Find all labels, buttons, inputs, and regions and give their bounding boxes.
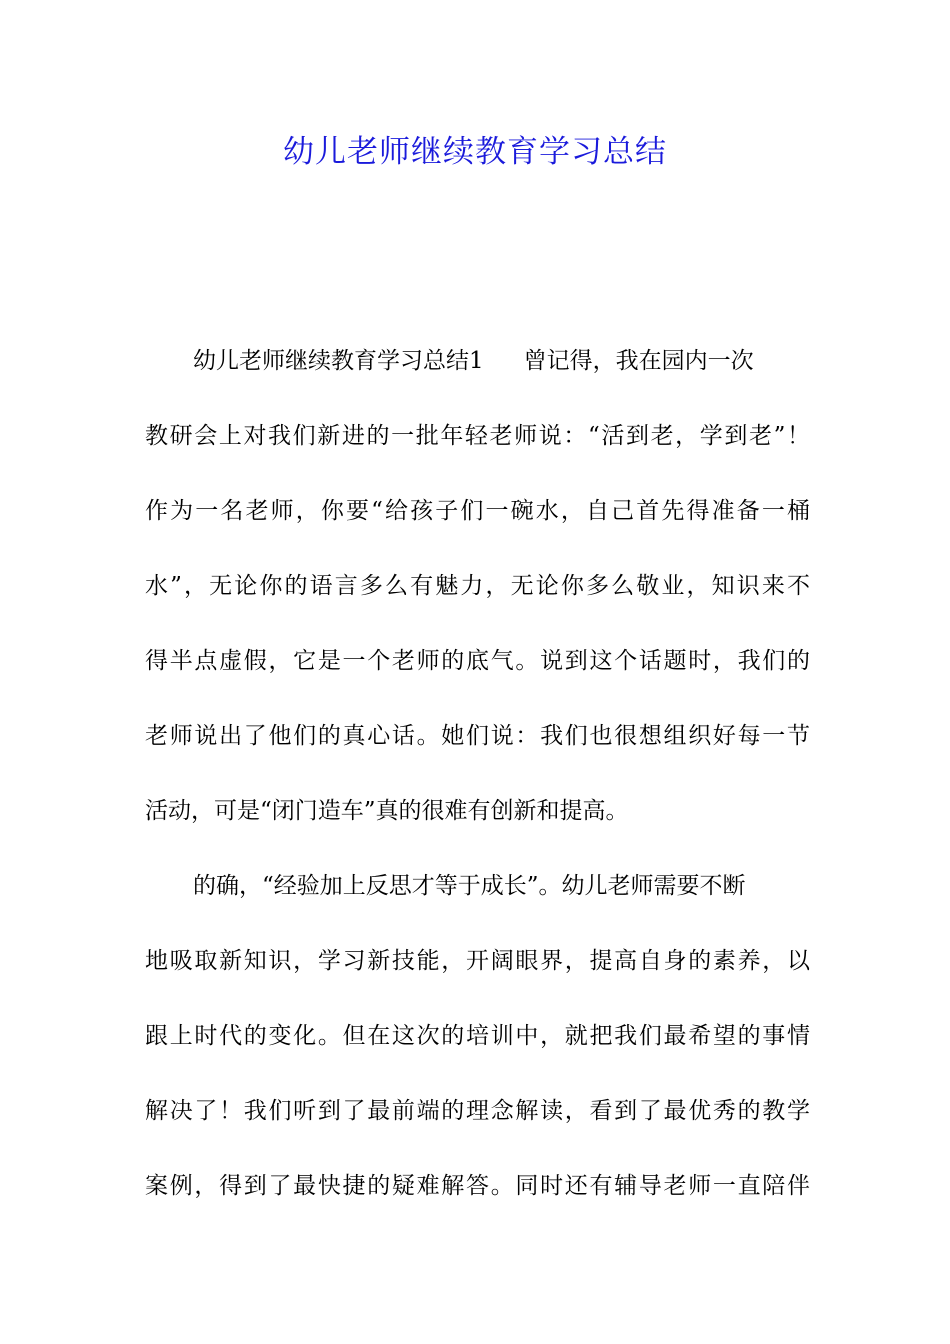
paragraph-2-line-4: 解决了！我们听到了最前端的理念解读，看到了最优秀的教学 xyxy=(145,1098,810,1124)
paragraph-text: 曾记得，我在园内一次 xyxy=(523,348,754,374)
document-body xyxy=(145,336,810,1236)
paragraph-1-line-7: 活动，可是“闭门造车”真的很难有创新和提高。 xyxy=(145,798,629,824)
document-title: 幼儿老师继续教育学习总结 xyxy=(283,134,667,170)
paragraph-1-line-1 xyxy=(145,336,810,411)
paragraph-1-line-5: 得半点虚假，它是一个老师的底气。说到这个话题时，我们的 xyxy=(145,648,810,674)
paragraph-2-line-2: 地吸取新知识，学习新技能，开阔眼界，提高自身的素养，以 xyxy=(145,948,810,974)
paragraph-1-line-6: 老师说出了他们的真心话。她们说：我们也很想组织好每一节 xyxy=(145,723,810,749)
paragraph-2-line-1: 的确，“经验加上反思才等于成长”。幼儿老师需要不断 xyxy=(193,873,746,899)
paragraph-1-line-2: 教研会上对我们新进的一批年轻老师说：“活到老，学到老”！ xyxy=(145,423,810,449)
paragraph-1-line-4: 水”，无论你的语言多么有魅力，无论你多么敬业，知识来不 xyxy=(145,573,810,599)
paragraph-1-line-3: 作为一名老师，你要“给孩子们一碗水，自己首先得准备一桶 xyxy=(145,498,810,524)
paragraph-2-line-3: 跟上时代的变化。但在这次的培训中，就把我们最希望的事情 xyxy=(145,1023,810,1049)
paragraph-2-line-5: 案例，得到了最快捷的疑难解答。同时还有辅导老师一直陪伴 xyxy=(145,1173,810,1199)
section-heading-inline: 幼儿老师继续教育学习总结1 xyxy=(193,348,484,374)
